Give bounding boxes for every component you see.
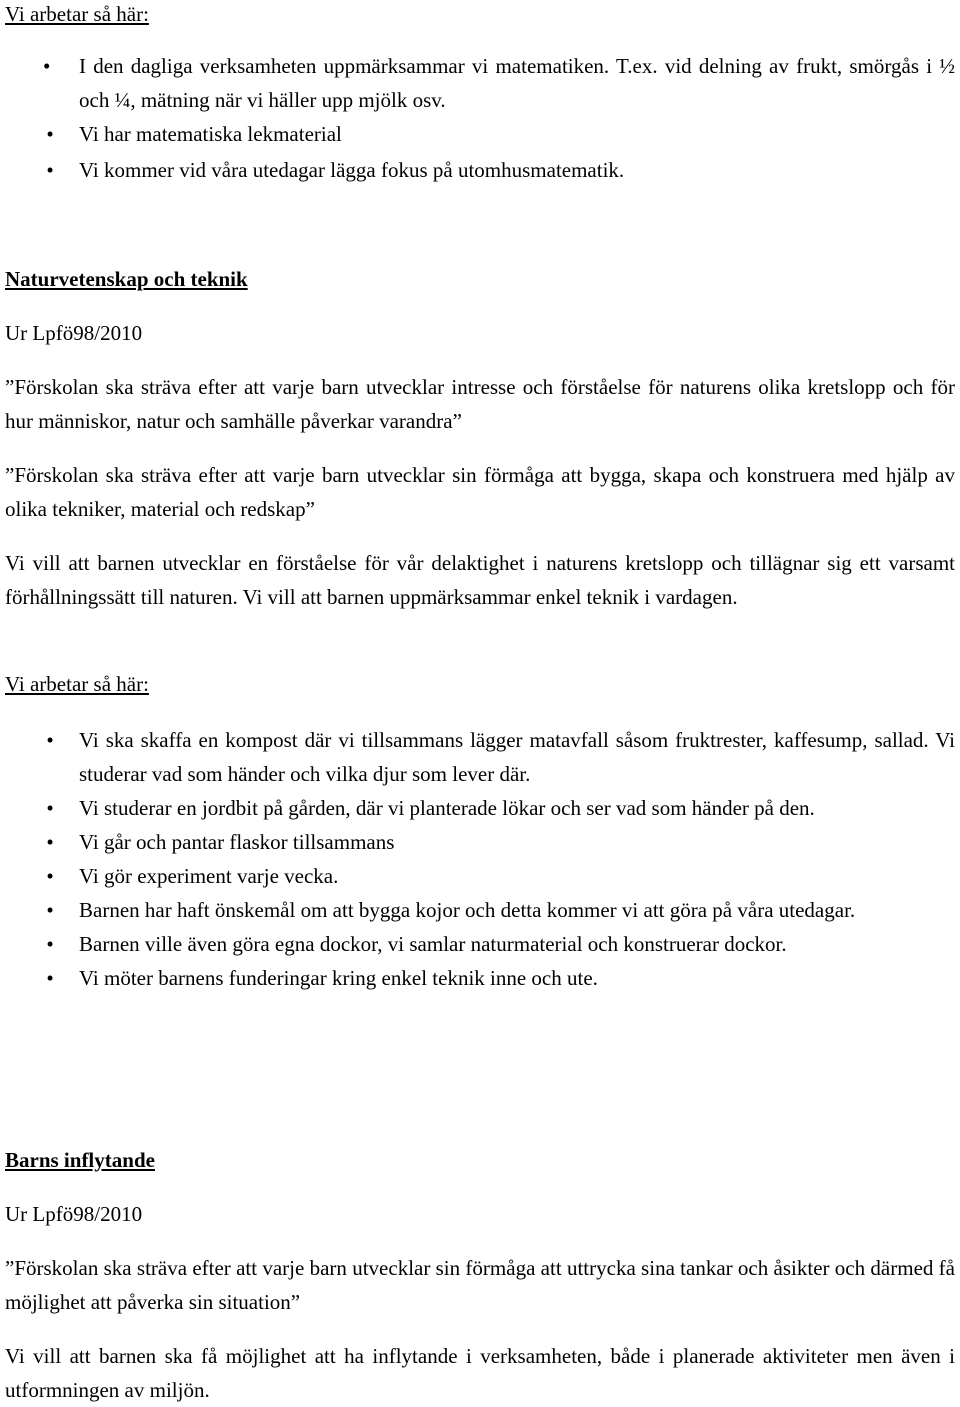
bullet-icon: • [46,966,54,990]
influence-paragraph: Vi vill att barnen ska få möjlighet att ha inflytande i verksamheten, både i planerade aktiviteter men även i utformningen av miljön. [5,1344,955,1402]
list-item: • Vi har matematiska lekmaterial [5,117,955,151]
list-item: • Vi möter barnens funderingar kring enkel teknik inne och ute. [5,961,955,995]
intro-heading: Vi arbetar så här: [5,2,149,26]
bullet-icon: • [46,830,54,854]
list-item: • Barnen ville även göra egna dockor, vi samlar naturmaterial och konstruerar dockor. [5,927,955,961]
section-heading-influence: Barns inflytande [5,1148,155,1172]
section-heading-nature: Naturvetenskap och teknik [5,267,248,291]
bullet-icon: • [46,158,54,182]
list-item: • Barnen har haft önskemål om att bygga kojor och detta kommer vi att göra på våra utedagar. [5,893,955,927]
bullet-icon: • [43,54,51,78]
bullet-icon: • [46,728,54,752]
bullet-icon: • [46,932,54,956]
bullet-icon: • [46,796,54,820]
list-item: • I den dagliga verksamheten uppmärksammar vi matematiken. T.ex. vid delning av frukt, smörgås i ½ och ¼, mätning när vi häller upp mjölk osv. [5,49,955,117]
bullet-icon: • [46,864,54,888]
bullet-icon: • [46,898,54,922]
list-item: • Vi gör experiment varje vecka. [5,859,955,893]
list-item: • Vi kommer vid våra utedagar lägga fokus på utomhusmatematik. [5,153,955,187]
list-item: • Vi ska skaffa en kompost där vi tillsammans lägger matavfall såsom fruktrester, kaffesump, sallad. Vi studerar vad som händer och vilka djur som lever där. [5,723,955,791]
intro-list [5,49,955,187]
influence-source: Ur Lpfö98/2010 [5,1202,143,1226]
nature-paragraph: Vi vill att barnen utvecklar en förståelse för vår delaktighet i naturens kretslopp och tillägnar sig ett varsamt förhållningssätt till naturen. Vi vill att barnen uppmärksammar enkel teknik i vardagen. [5,551,955,609]
nature-list [5,723,955,995]
nature-quote-2: ”Förskolan ska sträva efter att varje barn utvecklar sin förmåga att bygga, skapa och konstruera med hjälp av olika tekniker, material och redskap” [5,463,955,521]
bullet-icon: • [46,122,54,146]
nature-work-heading: Vi arbetar så här: [5,672,149,696]
influence-quote: ”Förskolan ska sträva efter att varje barn utvecklar sin förmåga att uttrycka sina tankar och åsikter och därmed få möjlighet att påverka sin situation” [5,1256,955,1314]
nature-quote-1: ”Förskolan ska sträva efter att varje barn utvecklar intresse och förståelse för naturens olika kretslopp och för hur människor, natur och samhälle påverkar varandra” [5,375,955,433]
nature-source: Ur Lpfö98/2010 [5,321,143,345]
list-item: • Vi studerar en jordbit på gården, där vi planterade lökar och ser vad som händer på den. [5,791,955,825]
list-item: • Vi går och pantar flaskor tillsammans [5,825,955,859]
